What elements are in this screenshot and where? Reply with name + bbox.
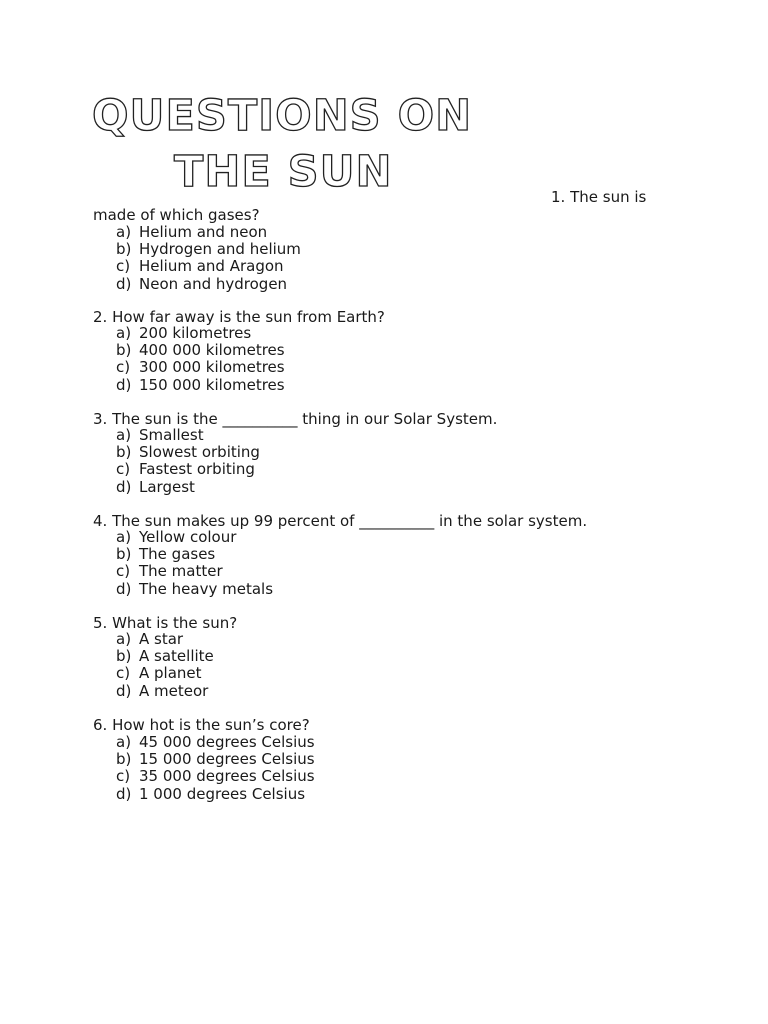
- option-item: [116, 461, 260, 478]
- question-1-options: [116, 224, 301, 293]
- option-item: [116, 224, 301, 241]
- option-item: [116, 768, 315, 785]
- question-1-start: [551, 188, 646, 206]
- option-text: A meteor: [139, 681, 209, 700]
- option-text: Hydrogen and helium: [139, 240, 301, 259]
- option-letter: b): [116, 545, 132, 564]
- option-letter: d): [116, 477, 132, 496]
- option-letter: b): [116, 647, 132, 666]
- option-letter: a): [116, 324, 132, 342]
- option-item: [116, 786, 315, 803]
- question-text: The sun is the __________ thing in our Solar System.: [112, 410, 498, 428]
- option-item: [116, 444, 260, 461]
- option-item: [116, 734, 315, 751]
- question-text: How hot is the sun’s core?: [112, 716, 310, 734]
- question-number: 6.: [93, 716, 108, 734]
- option-text: Largest: [139, 477, 195, 496]
- question-5-options: [116, 631, 214, 700]
- option-text: 1 000 degrees Celsius: [139, 784, 306, 803]
- option-letter: d): [116, 274, 132, 293]
- option-item: [116, 377, 285, 394]
- option-text: Fastest orbiting: [139, 460, 255, 479]
- option-letter: b): [116, 240, 132, 259]
- option-letter: b): [116, 750, 132, 769]
- option-letter: d): [116, 784, 132, 803]
- option-item: [116, 683, 214, 700]
- option-item: [116, 648, 214, 665]
- option-letter: a): [116, 223, 132, 241]
- question-number: 5.: [93, 614, 108, 632]
- option-text: 15 000 degrees Celsius: [139, 750, 315, 769]
- option-item: [116, 258, 301, 275]
- question-4-options: [116, 529, 273, 598]
- option-text: A planet: [139, 664, 202, 683]
- worksheet-title: [92, 88, 512, 200]
- option-text: 45 000 degrees Celsius: [139, 733, 315, 751]
- option-item: [116, 342, 285, 359]
- option-text: Neon and hydrogen: [139, 274, 288, 293]
- question-number: 4.: [93, 512, 108, 530]
- question-number: 2.: [93, 308, 108, 326]
- option-letter: d): [116, 681, 132, 700]
- question-text: What is the sun?: [112, 614, 238, 632]
- option-text: Helium and neon: [139, 223, 268, 241]
- option-item: [116, 546, 273, 563]
- option-item: [116, 529, 273, 546]
- title-line-1: QUESTIONS ON: [92, 91, 473, 141]
- question-6: [93, 716, 310, 734]
- option-text: The gases: [139, 545, 216, 564]
- option-item: [116, 241, 301, 258]
- option-letter: a): [116, 630, 132, 648]
- option-item: [116, 631, 214, 648]
- option-text: The heavy metals: [139, 579, 274, 598]
- option-item: [116, 325, 285, 342]
- option-letter: c): [116, 562, 131, 581]
- option-item: [116, 665, 214, 682]
- option-text: 150 000 kilometres: [139, 375, 285, 394]
- option-text: Yellow colour: [139, 528, 237, 546]
- option-text: Slowest orbiting: [139, 443, 260, 462]
- option-letter: a): [116, 528, 132, 546]
- option-text: 300 000 kilometres: [139, 358, 285, 377]
- option-letter: b): [116, 443, 132, 462]
- question-3-options: [116, 427, 260, 496]
- option-letter: b): [116, 341, 132, 360]
- option-text: The matter: [139, 562, 223, 581]
- title-line-2: THE SUN: [174, 147, 393, 197]
- option-letter: d): [116, 579, 132, 598]
- question-text: How far away is the sun from Earth?: [112, 308, 385, 326]
- question-number: 3.: [93, 410, 108, 428]
- option-letter: a): [116, 426, 132, 444]
- option-letter: c): [116, 460, 131, 479]
- option-text: A star: [139, 630, 184, 648]
- option-item: [116, 359, 285, 376]
- option-text: Smallest: [139, 426, 204, 444]
- question-text: The sun makes up 99 percent of __________ in the solar system.: [112, 512, 588, 530]
- option-item: [116, 479, 260, 496]
- option-letter: c): [116, 767, 131, 786]
- option-text: 200 kilometres: [139, 324, 252, 342]
- option-letter: c): [116, 664, 131, 683]
- question-text-start: The sun is: [570, 188, 647, 206]
- question-6-options: [116, 734, 315, 803]
- option-item: [116, 427, 260, 444]
- option-item: [116, 751, 315, 768]
- option-text: A satellite: [139, 647, 214, 666]
- option-letter: c): [116, 257, 131, 276]
- option-item: [116, 276, 301, 293]
- question-1-continuation: made of which gases?: [93, 206, 260, 224]
- option-letter: d): [116, 375, 132, 394]
- option-item: [116, 581, 273, 598]
- option-text: 35 000 degrees Celsius: [139, 767, 315, 786]
- option-item: [116, 563, 273, 580]
- option-letter: a): [116, 733, 132, 751]
- option-text: Helium and Aragon: [139, 257, 284, 276]
- question-2-options: [116, 325, 285, 394]
- option-letter: c): [116, 358, 131, 377]
- option-text: 400 000 kilometres: [139, 341, 285, 360]
- question-number: 1.: [551, 188, 566, 206]
